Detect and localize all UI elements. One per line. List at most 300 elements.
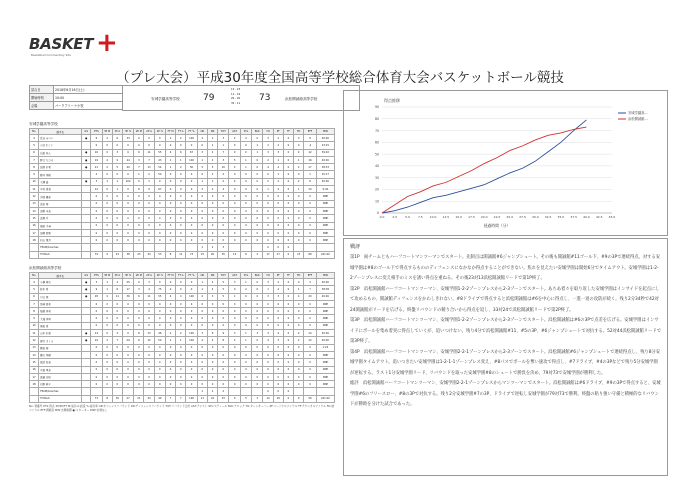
stat-cell: 0 [112,229,122,236]
stat-cell: 19 [91,337,102,344]
stat-cell: 8 [304,135,316,142]
stat-cell: 0 [144,381,154,388]
logo-word: BASKET [29,35,94,53]
stat-cell: 0 [166,186,176,193]
stat-cell: 0 [240,344,251,351]
stat-cell: 0 [252,359,263,366]
stat-cell [82,300,91,307]
stat-cell: 100 [186,337,197,344]
stat-cell: 0 [218,237,229,244]
stat-cell: 2 [218,178,229,185]
stat-cell: 2 [102,337,112,344]
stat-cell: 1 [207,142,217,149]
stat-cell: 0 [218,200,229,207]
stat-cell: 3 [252,395,263,402]
stat-cell: 0 [294,359,304,366]
stat-cell: 0 [144,229,154,236]
stat-cell: 0 [283,344,293,351]
stat-cell: 68 [304,251,316,258]
stat-cell: 0 [240,142,251,149]
stat-cell: ● [82,286,91,293]
stat-cell: 0 [112,142,122,149]
stat-cell: 0 [294,229,304,236]
player-row [30,193,335,200]
stat-cell: 0 [263,237,273,244]
stat-cell: 67 [154,186,165,193]
stat-cell: 0 [229,308,240,315]
stat-cell: 0 [102,229,112,236]
stat-cell: 0 [102,300,112,307]
stat-cell: 0 [218,351,229,358]
stat-cell: 0 [252,373,263,380]
stat-cell: 14 [304,330,316,337]
stat-cell: 0 [134,222,144,229]
stat-cell [122,244,133,251]
stat-cell: 0 [207,366,217,373]
stat-cell: 0 [207,222,217,229]
stat-cell: 4 [176,293,186,300]
player-row [30,222,335,229]
stat-cell: 0 [144,142,154,149]
y-tick-label: 60 [374,140,379,145]
stat-cell: 0 [252,135,263,142]
game-info-table [29,85,123,110]
stat-cell: 2 [207,171,217,178]
stat-cell: 0 [229,315,240,322]
player-row [30,251,335,258]
stat-cell: 0 [240,293,251,300]
stat-cell: 1 [273,156,283,163]
stat-cell [91,388,102,395]
stat-cell: 0 [304,366,316,373]
stat-cell: 5 [229,156,240,163]
stat-cell: 0 [252,193,263,200]
stat-cell: 100 [186,293,197,300]
player-row [30,388,335,395]
x-tick-label: 35.0 [557,215,565,219]
stat-cell: 20 [207,251,217,258]
stat-cell: 0 [186,279,197,286]
stat-cell: DNP [316,200,334,207]
stat-cell: 33 [122,135,133,142]
stat-cell: 網代 さくら [39,337,82,344]
stat-cell: 4 [207,337,217,344]
stat-cell: 12 [304,337,316,344]
stat-cell: 1 [252,142,263,149]
stat-cell: 0 [283,395,293,402]
stat-cell: 0 [134,237,144,244]
stat-cell: 27 [122,395,133,402]
stat-cell: 0 [197,322,207,329]
stat-cell: 0 [112,300,122,307]
stat-cell: ● [82,178,91,185]
stat-cell: 0 [112,381,122,388]
stat-cell: 0 [176,300,186,307]
stat-cell: 40:00 [316,156,334,163]
player-row [30,229,335,236]
stat-cell: 0 [91,229,102,236]
stat-cell: 0 [122,381,133,388]
stat-cell: 0 [154,215,165,222]
column-header: FT % [186,273,197,279]
stat-cell: 0 [186,193,197,200]
stat-cell: 0 [207,359,217,366]
stat-cell: 3 [91,178,102,185]
stat-cell: TOTALS [39,395,82,402]
stat-cell: 40:00 [316,330,334,337]
stat-cell [82,381,91,388]
stat-cell: 3 [273,149,283,156]
stat-cell: 0 [166,322,176,329]
column-header: 2P % [154,273,165,279]
stat-cell: 0 [263,366,273,373]
stat-cell: 0 [273,207,283,214]
stat-cell: 0 [122,186,133,193]
stat-cell: 0 [186,142,197,149]
stat-cell: ● [82,330,91,337]
stat-cell: 1 [240,164,251,171]
stat-cell: 0 [144,322,154,329]
player-row [30,366,335,373]
stat-cell: 1 [166,337,176,344]
stat-cell: 1 [166,164,176,171]
stat-cell: 0 [252,351,263,358]
stat-cell: 2 [229,135,240,142]
stat-cell: 高松 葵 [39,200,82,207]
column-header: OR [197,129,207,135]
stat-cell: 0 [304,381,316,388]
stat-cell: 4 [102,293,112,300]
stat-cell: 0 [91,359,102,366]
stat-cell: 24 [112,251,122,258]
stat-cell: 0 [283,279,293,286]
stat-cell: 0 [229,366,240,373]
stat-cell: 0 [154,229,165,236]
stat-cell: 0 [154,200,165,207]
stat-cell: 2 [229,337,240,344]
stat-cell: 0 [154,193,165,200]
stat-cell: 13 [30,344,39,351]
stat-cell: 16 [273,395,283,402]
stat-cell: 16 [304,156,316,163]
stat-cell: 0 [304,207,316,214]
stat-cell: 0 [102,237,112,244]
stat-cell: 1 [102,279,112,286]
stat-cell: 4 [273,330,283,337]
stat-cell: 0 [122,200,133,207]
stat-cell: 0 [134,315,144,322]
stat-cell [316,244,334,251]
stat-cell [166,244,176,251]
stat-cell: 0 [102,200,112,207]
stat-cell: 13 [144,164,154,171]
stat-cell: 0 [134,135,144,142]
stat-cell [252,244,263,251]
stat-cell: 0 [252,186,263,193]
stat-cell: 0 [91,142,102,149]
stat-cell [229,388,240,395]
stat-cell: 9 [91,286,102,293]
stat-cell [102,244,112,251]
stat-cell: 0 [102,193,112,200]
y-tick-label: 90 [374,105,379,110]
stat-cell [82,244,91,251]
stat-cell: DNP [316,308,334,315]
stat-cell: 0 [294,171,304,178]
stat-cell: 0 [166,351,176,358]
stat-cell: 0 [91,237,102,244]
stat-cell [154,388,165,395]
stat-cell: ● [82,156,91,163]
stat-cell: 75 [154,286,165,293]
stat-cell: 73 [186,251,197,258]
stat-cell: 56 [304,395,316,402]
stat-cell: 0 [240,200,251,207]
player-row [30,279,335,286]
stat-cell: 0 [283,222,293,229]
stat-cell: 9 [112,156,122,163]
stat-cell: 0 [263,222,273,229]
stat-cell: 3 [144,279,154,286]
stat-cell: 0 [240,193,251,200]
x-tick-label: 7.5 [417,215,423,219]
stat-cell: 0 [197,215,207,222]
stat-cell: 0 [294,308,304,315]
stat-cell: 8 [30,164,39,171]
stat-cell: 0 [273,359,283,366]
stat-cell: 0 [176,373,186,380]
stat-cell: 10 [218,164,229,171]
stat-cell: 0 [102,344,112,351]
stat-cell: 0 [283,135,293,142]
stat-cell: 0 [240,222,251,229]
x-tick-label: 32.5 [544,215,552,219]
stat-cell: 0 [122,222,133,229]
commentary-paragraph: 第1P 両チームともハーフコートマンツーマンでスタート。先制点は開誠館#6ジャンプシュート。その後も開誠館#11ゴール下、#9の3Pで連続得点。対する安城学園は#8のゴール下で得点するもののディフェンスになかなか得点することができない。焦れを見えたい安城学園は開始6分でタイムアウト。安城学園は1-2-2ゾーンプレスに変え相手のミスを誘い得点を重ねる。その後23対13浜松開誠館リードで第1P終了。 [350,255,661,281]
stat-cell: 0 [112,315,122,322]
stat-cell: 0 [176,178,186,185]
stat-cell: 0 [294,207,304,214]
stat-cell: 0 [154,135,165,142]
stat-cell: 11 [30,186,39,193]
stat-cell: 11 [112,293,122,300]
stat-cell: 0 [134,308,144,315]
stat-cell [82,366,91,373]
stat-cell: 0 [176,186,186,193]
stat-cell: 0 [122,171,133,178]
stat-cell: 小柳 珠央 [39,279,82,286]
stat-cell [176,244,186,251]
stat-cell: DNP [316,300,334,307]
stat-cell: 1 [197,388,207,395]
stat-cell: 2 [294,337,304,344]
stat-cell: 0 [144,366,154,373]
stat-cell: 0 [144,222,154,229]
stat-cell: 0 [218,215,229,222]
stat-cell: 0 [229,207,240,214]
quarter-scores [231,88,240,106]
player-row [30,164,335,171]
stat-cell: 16 [91,149,102,156]
player-row [30,337,335,344]
stat-cell: 0 [186,237,197,244]
column-header: EFF [304,273,316,279]
stat-cell: 38 [122,251,133,258]
stat-cell: 宮崎 亜美 [39,300,82,307]
stat-cell: 21 [91,164,102,171]
stat-cell [154,244,165,251]
stat-cell: 241:00 [316,251,334,258]
stat-cell: 0 [283,251,293,258]
stat-cell: DNP [316,315,334,322]
stat-cell: 0 [240,373,251,380]
stat-cell: 4 [294,293,304,300]
stat-cell: 4 [207,149,217,156]
stat-cell: 0 [134,366,144,373]
stat-cell: 0 [207,229,217,236]
stat-cell: 2 [166,135,176,142]
stat-cell [144,388,154,395]
stat-cell: 0 [91,351,102,358]
stat-cell: 0 [186,171,197,178]
x-tick-label: 10.0 [429,215,437,219]
stat-cell: 0 [91,344,102,351]
stat-cell [30,388,39,395]
stat-cell: 0 [207,193,217,200]
player-row [30,330,335,337]
stat-cell: 12 [304,149,316,156]
stat-cell: 0 [229,222,240,229]
stat-cell: 1 [207,135,217,142]
stat-cell: 0 [91,200,102,207]
stat-cell: ● [82,337,91,344]
stat-cell: 2 [176,135,186,142]
stat-cell: TEAM/Coaches [39,388,82,395]
stat-cell: 2 [218,171,229,178]
stat-cell: 0 [294,222,304,229]
column-header: 3P M [102,129,112,135]
stat-cell: 0 [263,300,273,307]
stat-cell: 0 [263,215,273,222]
stat-cell: 6 [112,286,122,293]
player-row [30,200,335,207]
stat-cell [304,244,316,251]
team1-label: 安城学園高等学校 [29,122,58,126]
stat-cell: 0 [294,381,304,388]
stat-cell: DNP [316,351,334,358]
stat-cell: 0 [304,351,316,358]
stat-cell: 0 [283,308,293,315]
stat-cell: 0 [218,300,229,307]
away-score: 73 [259,93,271,103]
stat-cell: 0 [283,215,293,222]
column-header: TF [283,273,293,279]
stat-cell: 0 [154,315,165,322]
stat-cell: 2 [176,330,186,337]
stat-cell: 3 [229,330,240,337]
stat-cell: 0 [197,171,207,178]
stat-cell: 11 [144,293,154,300]
stat-cell: 9 [30,315,39,322]
stat-cell: 4 [166,293,176,300]
stat-cell: 0 [134,229,144,236]
stat-cell: 7 [166,395,176,402]
stat-cell: 17 [273,251,283,258]
stat-cell: 1 [197,244,207,251]
stat-cell: 3 [218,244,229,251]
stat-cell [134,388,144,395]
stat-cell: 2 [294,178,304,185]
stat-cell: 0 [102,322,112,329]
site-logo [29,28,118,61]
stat-cell: 3 [273,293,283,300]
stat-cell: 川口 緑 [39,293,82,300]
stat-cell: 0 [218,207,229,214]
stat-cell: 0 [294,237,304,244]
stat-cell [82,395,91,402]
stat-cell: 0 [229,286,240,293]
stat-cell: 55 [154,149,165,156]
column-header: 2P M [134,273,144,279]
stat-cell [112,244,122,251]
stat-cell: 241:00 [316,395,334,402]
stat-cell [82,359,91,366]
stat-cell: 6 [134,293,144,300]
stat-cell: 0 [229,215,240,222]
stat-cell: 40:00 [316,279,334,286]
stat-cell: 0 [252,300,263,307]
stat-cell: 0 [134,300,144,307]
stat-cell: 14 [30,207,39,214]
stat-cell: 黒田 恵 [39,322,82,329]
stat-cell: 0 [294,315,304,322]
stat-cell: 5 [30,286,39,293]
stat-cell: 53 [154,251,165,258]
player-row [30,293,335,300]
stat-cell: 1 [207,178,217,185]
stat-cell: 0 [176,344,186,351]
stat-cell: 0 [166,237,176,244]
stat-cell: 3 [218,135,229,142]
stat-cell: 0 [176,215,186,222]
stat-cell: 0 [122,315,133,322]
stat-cell: 0 [122,207,133,214]
stat-cell: 0 [134,279,144,286]
stat-cell: 0 [176,142,186,149]
stat-cell: 渡辺 花音 [39,359,82,366]
stat-cell: 0 [122,215,133,222]
column-header: EFF [304,129,316,135]
stat-cell: 0 [176,207,186,214]
stat-cell: 0 [273,373,283,380]
stat-cell: 野口 ちひろ [39,156,82,163]
stat-cell: 2 [176,164,186,171]
player-row [30,207,335,214]
stat-cell: 0 [283,186,293,193]
stat-cell: 0 [252,344,263,351]
home-team-name: 安城学園高等学校 [151,97,180,101]
stat-cell: 0 [283,315,293,322]
stat-cell: 0 [283,156,293,163]
stat-cell: 1 [197,156,207,163]
stat-cell: 0 [91,207,102,214]
stat-cell: 0 [273,244,283,251]
stat-cell: 4 [273,164,283,171]
stat-cell: 田原 彩希 [39,164,82,171]
stat-cell: 3 [91,279,102,286]
commentary-paragraph: 第4P 浜松開誠館ハーフコートマンツーマン、安城学園2-2-1ゾーンプレスから2-3ゾーンでスタート。浜松開誠館#6ジャンプシュートで連続得点し、残り8分安城学園タイムアウト。追いつきたい安城学園は1-2-1-1ゾーンプレス変え、#8パスでボールを奪い速攻で得点し、#7ドライブ、#4の3Pなどで残り5分安城学園が逆転する。ラスト1分安城学園リード、リバウンドを取った安城学園#8のシュートで勝負を決め、79対73で安城学園が勝利した。 [350,349,661,376]
stat-cell: 0 [176,359,186,366]
